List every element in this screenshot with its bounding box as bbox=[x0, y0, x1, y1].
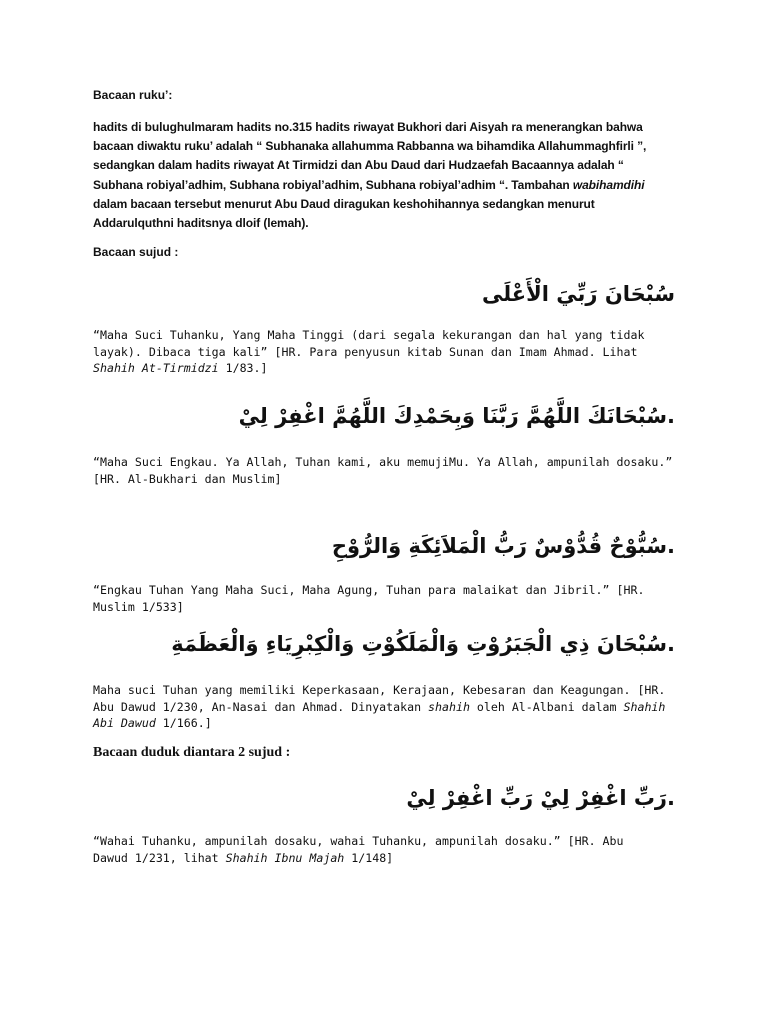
duduk-heading: Bacaan duduk diantara 2 sujud : bbox=[93, 745, 291, 760]
sujud-arabic-4: .سُبْحَانَ ذِي الْجَبَرُوْتِ وَالْمَلَكُوْتِ وَالْكِبْرِيَاءِ وَالْعَظَمَةِ bbox=[171, 632, 675, 656]
sujud-translation-3 bbox=[93, 582, 683, 615]
sujud-ref-italic-1: Shahih At-Tirmidzi bbox=[93, 361, 219, 375]
duduk-translation-line-2 bbox=[93, 850, 683, 867]
ruku-line-6: Addarulquthni haditsnya dloif (lemah). bbox=[93, 216, 309, 231]
sujud-translation-4-line-3 bbox=[93, 715, 683, 732]
sujud-translation-4-shahih-2: Shahih bbox=[623, 699, 666, 714]
sujud-arabic-1: سُبْحَانَ رَبِّيَ الْأَعْلَى bbox=[481, 282, 675, 306]
duduk-translation-line-2-pre: Dawud 1/231, lihat bbox=[93, 850, 226, 865]
sujud-translation-2-line-1: “Maha Suci Engkau. Ya Allah, Tuhan kami, aku memujiMu. Ya Allah, ampunilah dosaku.” bbox=[93, 455, 673, 469]
sujud-ref-rest-1: 1/83.] bbox=[218, 361, 268, 375]
duduk-arabic: .رَبِّ اغْفِرْ لِيْ رَبِّ اغْفِرْ لِيْ bbox=[406, 786, 675, 810]
duduk-translation-line-1: “Wahai Tuhanku, ampunilah dosaku, wahai Tuhanku, ampunilah dosaku.” [HR. Abu bbox=[93, 834, 624, 848]
duduk-translation-line-2-italic: Shahih Ibnu Majah bbox=[225, 850, 345, 865]
sujud-translation-1-line-1: “Maha Suci Tuhanku, Yang Maha Tinggi (dari segala kekurangan dan hal yang tidak bbox=[93, 328, 645, 342]
sujud-translation-4-shahih: shahih bbox=[428, 699, 470, 714]
sujud-translation-1-line-3 bbox=[93, 360, 683, 377]
ruku-line-3: sedangkan dalam hadits riwayat At Tirmidzi dan Abu Daud dari Hudzaefah Bacaannya adalah “ bbox=[93, 158, 624, 173]
duduk-translation bbox=[93, 833, 683, 866]
ruku-italic-word: wabihamdihi bbox=[572, 177, 645, 192]
ruku-paragraph bbox=[93, 118, 683, 233]
sujud-translation-4-line-1: Maha suci Tuhan yang memiliki Keperkasaan, Kerajaan, Kebesaran dan Keagungan. [HR. bbox=[93, 683, 666, 697]
sujud-translation-4-abi-dawud: Abi Dawud bbox=[93, 716, 156, 730]
sujud-translation-1 bbox=[93, 327, 683, 377]
sujud-arabic-2: .سُبْحَانَكَ اللَّهُمَّ رَبَّنَا وَبِحَمْدِكَ اللَّهُمَّ اغْفِرْ لِيْ bbox=[238, 404, 675, 428]
sujud-translation-4 bbox=[93, 682, 683, 732]
sujud-translation-3-line-1: “Engkau Tuhan Yang Maha Suci, Maha Agung, Tuhan para malaikat dan Jibril.” [HR. bbox=[93, 583, 645, 597]
ruku-line-5: dalam bacaan tersebut menurut Abu Daud diragukan keshohihannya sedangkan menurut bbox=[93, 196, 595, 211]
sujud-translation-3-line-2: Muslim 1/533] bbox=[93, 599, 184, 614]
sujud-translation-4-line-2 bbox=[93, 699, 683, 716]
ruku-line-4 bbox=[93, 176, 683, 195]
sujud-translation-2-line-2: [HR. Al-Bukhari dan Muslim] bbox=[93, 471, 282, 486]
sujud-translation-4-line-2-text: Abu Dawud 1/230, An-Nasai dan Ahmad. Dinyatakan bbox=[93, 699, 429, 714]
sujud-arabic-3: .سُبُّوْحٌ قُدُّوْسٌ رَبُّ الْمَلاَئِكَةِ وَالرُّوْحِ bbox=[331, 534, 675, 558]
ruku-heading: Bacaan ruku’: bbox=[93, 88, 173, 102]
sujud-heading: Bacaan sujud : bbox=[93, 245, 179, 259]
sujud-translation-4-line-2-after: oleh Al-Albani dalam bbox=[469, 699, 624, 714]
ruku-line-2: bacaan diwaktu ruku’ adalah “ Subhanaka allahumma Rabbanna wa bihamdika Allahummaghfirli ”, bbox=[93, 139, 647, 154]
ruku-line-1: hadits di bulughulmaram hadits no.315 hadits riwayat Bukhori dari Aisyah ra menerangkan bahwa bbox=[93, 120, 643, 134]
sujud-translation-2 bbox=[93, 454, 683, 487]
duduk-translation-line-2-post: 1/148] bbox=[344, 850, 394, 865]
sujud-translation-1-line-2: layak). Dibaca tiga kali” [HR. Para penyusun kitab Sunan dan Imam Ahmad. Lihat bbox=[93, 344, 638, 359]
sujud-translation-4-line-3-rest: 1/166.] bbox=[155, 716, 212, 730]
ruku-line-4-text: Subhana robiyal’adhim, Subhana robiyal’adhim, Subhana robiyal’adhim “. Tambahan bbox=[93, 177, 573, 192]
